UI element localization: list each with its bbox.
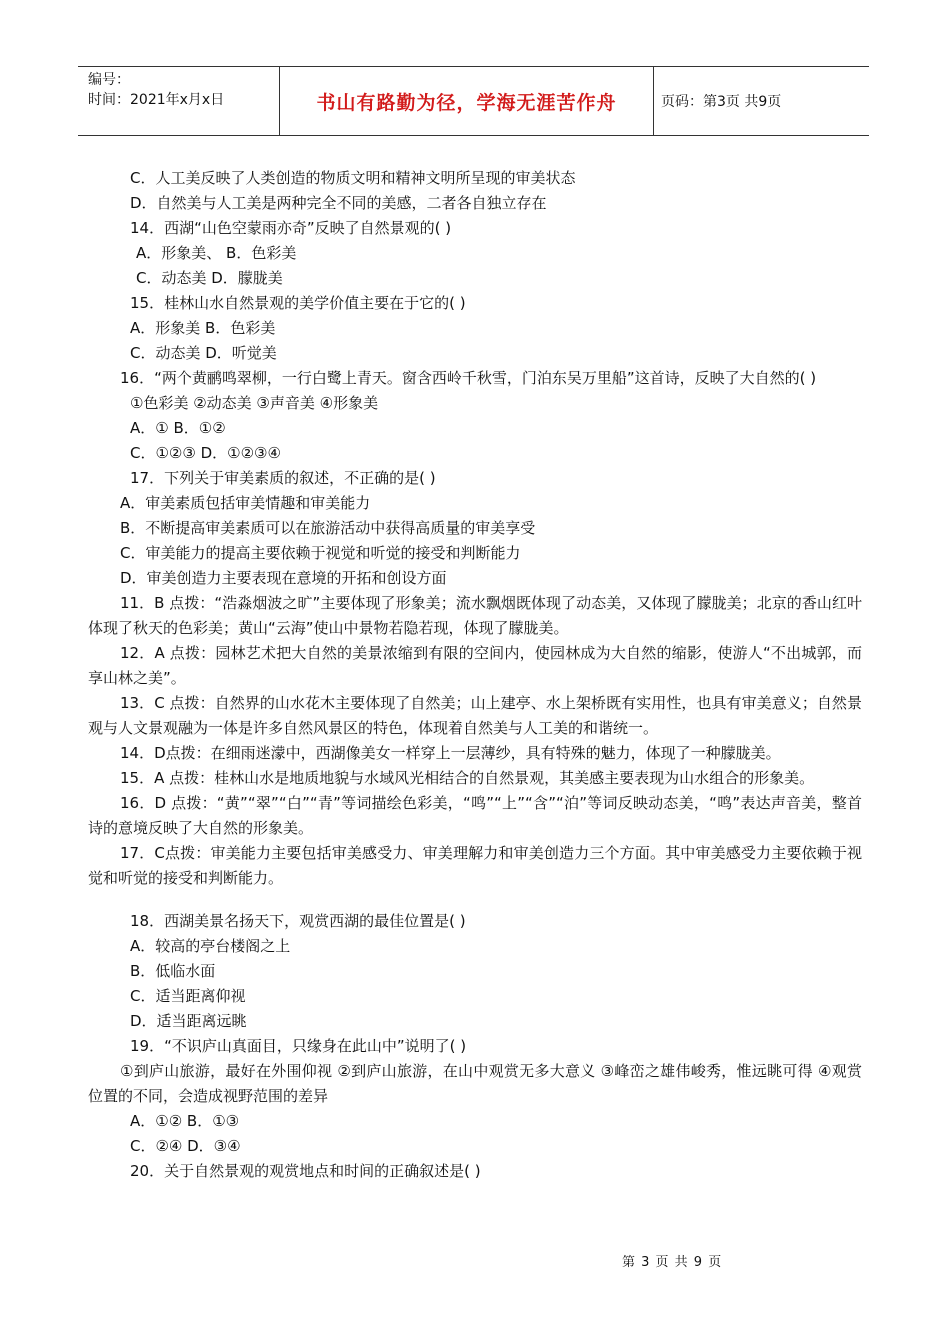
text-line: B．不断提高审美素质可以在旅游活动中获得高质量的审美享受	[120, 519, 536, 537]
text-line: C．②④ D．③④	[130, 1137, 241, 1155]
text-line: 15．桂林山水自然景观的美学价值主要在于它的( )	[130, 294, 466, 312]
text-line: 17．C点拨：审美能力主要包括审美感受力、审美理解力和审美创造力三个方面。其中审美感受力主要依赖于视觉和听觉的接受和判断能力。	[88, 844, 862, 887]
text-line: C．审美能力的提高主要依赖于视觉和听觉的接受和判断能力	[120, 544, 521, 562]
text-line: A．①② B．①③	[130, 1112, 240, 1130]
text-line: A．形象美、 B．色彩美	[136, 244, 297, 262]
page-header	[78, 66, 869, 136]
text-line: C．动态美 D．朦胧美	[136, 269, 283, 287]
text-line: C．①②③ D．①②③④	[130, 444, 281, 462]
text-line: 14．西湖“山色空蒙雨亦奇”反映了自然景观的( )	[130, 219, 452, 237]
text-line: ①到庐山旅游，最好在外围仰视 ②到庐山旅游，在山中观赏无多大意义 ③峰峦之雄伟峻秀，惟远眺可得 ④观赏位置的不同，会造成视野范围的差异	[88, 1062, 862, 1105]
text-line: C．动态美 D．听觉美	[130, 344, 277, 362]
text-line: D．适当距离远眺	[130, 1012, 247, 1030]
text-line: 11．B 点拨：“浩淼烟波之旷”主要体现了形象美；流水飘烟既体现了动态美，又体现了朦胧美；北京的香山红叶体现了秋天的色彩美；黄山“云海”使山中景物若隐若现，体现了朦胧美。	[88, 594, 862, 637]
text-line: 19．“不识庐山真面目，只缘身在此山中”说明了( )	[130, 1037, 467, 1055]
text-line: A．① B．①②	[130, 419, 226, 437]
text-line: 20．关于自然景观的观赏地点和时间的正确叙述是( )	[130, 1162, 481, 1180]
text-line: A．较高的亭台楼阁之上	[130, 937, 291, 955]
document-body	[88, 166, 862, 1184]
text-line: 18．西湖美景名扬天下，观赏西湖的最佳位置是( )	[130, 912, 466, 930]
text-line: 16．“两个黄鹂鸣翠柳，一行白鹭上青天。窗含西岭千秋雪，门泊东吴万里船”这首诗，反映了大自然的( )	[120, 369, 817, 387]
text-line: B．低临水面	[130, 962, 216, 980]
text-line: 13．C 点拨：自然界的山水花木主要体现了自然美；山上建亭、水上架桥既有实用性，也具有审美意义；自然景观与人文景观融为一体是许多自然风景区的特色，体现着自然美与人工美的和谐统一。	[88, 694, 862, 737]
text-line: C．适当距离仰视	[130, 987, 246, 1005]
text-line: D．自然美与人工美是两种完全不同的美感，二者各自独立存在	[130, 194, 547, 212]
header-page-info: 页码：第3页 共9页	[661, 94, 782, 110]
date-line: 时间：2021年x月x日	[88, 92, 225, 108]
text-line: A．形象美 B．色彩美	[130, 319, 276, 337]
text-line: 12．A 点拨：园林艺术把大自然的美景浓缩到有限的空间内，使园林成为大自然的缩影，使游人“不出城郭，而享山林之美”。	[88, 644, 862, 687]
spacer	[88, 891, 862, 909]
header-motto: 书山有路勤为径，学海无涯苦作舟	[280, 67, 654, 135]
text-line: 15．A 点拨：桂林山水是地质地貌与水域风光相结合的自然景观，其美感主要表现为山水组合的形象美。	[120, 769, 815, 787]
text-line: 17．下列关于审美素质的叙述，不正确的是( )	[130, 469, 436, 487]
header-meta	[78, 67, 280, 135]
text-line: C．人工美反映了人类创造的物质文明和精神文明所呈现的审美状态	[130, 169, 576, 187]
text-line: A．审美素质包括审美情趣和审美能力	[120, 494, 371, 512]
text-line: D．审美创造力主要表现在意境的开拓和创设方面	[120, 569, 447, 587]
text-line: 14．D点拨：在细雨迷濛中，西湖像美女一样穿上一层薄纱，具有特殊的魅力，体现了一种朦胧美。	[120, 744, 781, 762]
text-line: ①色彩美 ②动态美 ③声音美 ④形象美	[130, 394, 379, 412]
text-line: 16．D 点拨：“黄”“翠”“白”“青”等词描绘色彩美，“鸣”“上”“含”“泊”等词反映动态美，“鸣”表达声音美，整首诗的意境反映了大自然的形象美。	[88, 794, 862, 837]
number-label: 编号：	[88, 72, 130, 88]
page-footer: 第 3 页 共 9 页	[622, 1255, 723, 1270]
